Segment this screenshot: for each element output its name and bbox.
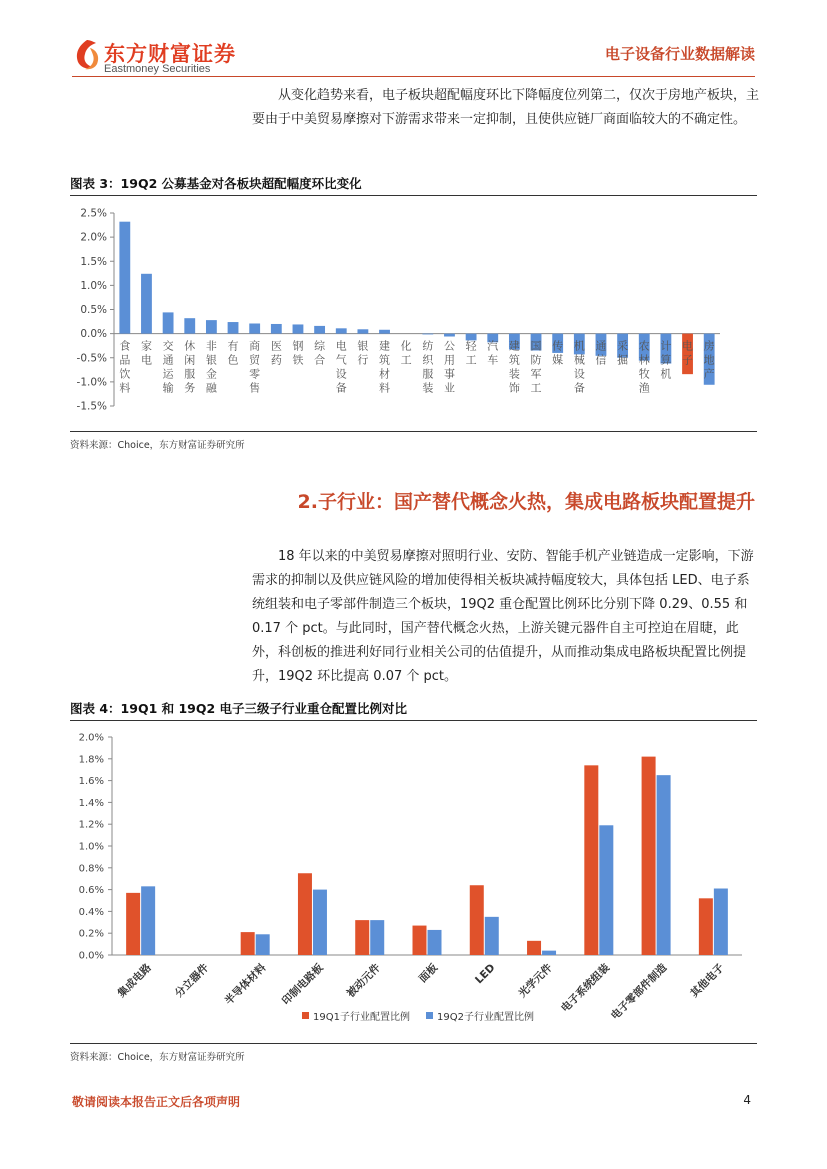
y-tick-label: -1.5%	[76, 400, 107, 413]
x-tick-label: LED	[473, 961, 498, 987]
figure-4-bottom-rule	[70, 1043, 757, 1044]
bar	[470, 885, 484, 955]
x-tick-label: 有色	[227, 339, 239, 367]
y-tick-label: 0.0%	[78, 950, 104, 962]
x-tick-label: 机械设备	[573, 339, 585, 395]
bar	[379, 330, 390, 334]
bar	[599, 825, 613, 955]
x-tick-label: 公用事业	[443, 339, 455, 395]
y-tick-label: 2.0%	[78, 732, 104, 744]
y-tick-label: 0.5%	[80, 304, 107, 316]
bar	[298, 873, 312, 955]
bar	[527, 941, 541, 955]
bar	[293, 324, 304, 333]
x-tick-label: 纺织服装	[422, 339, 434, 395]
report-header-title: 电子设备行业数据解读	[604, 45, 755, 63]
bar	[370, 920, 384, 955]
x-tick-label: 半导体材料	[222, 961, 269, 1008]
body-paragraph-2: 18 年以来的中美贸易摩擦对照明行业、安防、智能手机产业链造成一定影响，下游需求的抑制以及供应链风险的增加使得相关板块减持幅度较大，具体包括 LED、电子系统组装和电子零部件制造三个板块，19Q2 重仓配置比例环比分别下降 0.29、0.55 和 0.17 个 pct。与此同时，国产替代概念火热，上游关键元器件自主可控迫在眉睫，此外，科创板的推进利好同行业相关公司的估值提升，从而推动集成电路板块配置比例提升，19Q2 环比提高 0.07 个 pct。	[252, 549, 754, 684]
figure-4-source: 资料来源：Choice，东方财富证券研究所	[70, 1052, 245, 1063]
x-tick-label: 电子零部件制造	[608, 961, 670, 1023]
x-tick-label: 分立器件	[172, 961, 212, 1000]
bar	[163, 312, 174, 333]
bar	[584, 765, 598, 955]
x-tick-label: 国防军工	[530, 339, 542, 395]
x-tick-label: 电子系统组装	[558, 961, 613, 1015]
bar	[141, 886, 155, 955]
figure-3-top-rule	[70, 195, 757, 196]
y-tick-label: 0.4%	[78, 906, 104, 918]
x-tick-label: 医药	[270, 339, 282, 367]
x-tick-label: 交通运输	[162, 339, 174, 395]
section-title: 2.子行业：国产替代概念火热，集成电路板块配置提升	[297, 491, 755, 513]
body-paragraph-1: 从变化趋势来看，电子板块超配幅度环比下降幅度位列第二，仅次于房地产板块，主要由于中美贸易摩擦对下游需求带来一定抑制，且使供应链厂商面临较大的不确定性。	[252, 88, 760, 127]
bar	[357, 329, 368, 333]
x-tick-label: 被动元件	[344, 961, 383, 1000]
bar	[699, 898, 713, 955]
y-tick-label: 1.5%	[80, 255, 107, 268]
x-tick-label: 综合	[314, 339, 326, 367]
footer-disclaimer: 敬请阅读本报告正文后各项声明	[72, 1095, 241, 1109]
y-tick-label: 0.8%	[78, 863, 104, 875]
y-tick-label: 1.0%	[80, 279, 107, 292]
x-tick-label: 传媒	[552, 339, 564, 367]
logo-icon	[72, 38, 102, 72]
figure-3-chart	[70, 198, 760, 430]
legend-swatch-19q1	[302, 1012, 309, 1019]
y-tick-label: -1.0%	[76, 376, 107, 389]
x-tick-label: 电子	[682, 339, 694, 367]
x-tick-label: 化工	[400, 339, 412, 367]
x-tick-label: 计算机	[660, 339, 672, 381]
x-tick-label: 面板	[416, 961, 441, 986]
y-tick-label: 1.2%	[78, 819, 104, 831]
x-tick-label: 非银金融	[205, 339, 217, 395]
figure-3-bottom-rule	[70, 431, 757, 432]
logo-text-cn: 东方财富证券	[104, 42, 236, 66]
y-tick-label: 0.0%	[80, 328, 107, 341]
bar	[485, 917, 499, 955]
x-tick-label: 其他电子	[688, 961, 727, 1000]
bar	[119, 222, 130, 334]
bar	[657, 775, 671, 955]
bar	[241, 932, 255, 955]
x-tick-label: 钢铁	[292, 339, 304, 367]
x-tick-label: 建筑材料	[379, 339, 391, 395]
figure-3-source: 资料来源：Choice，东方财富证券研究所	[70, 440, 245, 451]
bar	[444, 334, 455, 337]
x-tick-label: 电气设备	[335, 339, 347, 395]
x-tick-label: 建筑装饰	[508, 339, 520, 395]
x-tick-label: 汽车	[487, 339, 499, 367]
legend-swatch-19q2	[426, 1012, 433, 1019]
y-tick-label: 2.5%	[80, 207, 107, 220]
page-number: 4	[743, 1093, 751, 1107]
bar	[271, 324, 282, 334]
legend-label-19q1: 19Q1子行业配置比例	[313, 1012, 410, 1023]
bar	[256, 934, 270, 955]
figure-3-title: 图表 3：19Q2 公募基金对各板块超配幅度环比变化	[70, 176, 362, 191]
x-tick-label: 房地产	[703, 339, 715, 381]
bar	[228, 322, 239, 334]
y-tick-label: -0.5%	[76, 352, 107, 365]
y-tick-label: 0.2%	[78, 928, 104, 940]
bar	[249, 323, 260, 333]
x-tick-label: 通信	[595, 339, 607, 367]
x-tick-label: 农林牧渔	[638, 339, 650, 395]
figure-4-chart	[70, 723, 760, 1043]
header-divider	[72, 76, 755, 77]
y-tick-label: 1.6%	[78, 776, 104, 788]
x-tick-label: 休闲服务	[184, 339, 196, 395]
logo-text-en: Eastmoney Securities	[104, 63, 211, 75]
bar	[428, 930, 442, 955]
bar	[336, 328, 347, 333]
y-tick-label: 1.8%	[78, 754, 104, 766]
bar	[422, 334, 433, 335]
y-tick-label: 1.0%	[78, 841, 104, 853]
bar	[313, 890, 327, 955]
x-tick-label: 印制电路板	[280, 961, 326, 1008]
x-tick-label: 商贸零售	[249, 339, 261, 395]
y-tick-label: 2.0%	[80, 231, 107, 244]
y-tick-label: 1.4%	[78, 797, 104, 809]
legend-label-19q2: 19Q2子行业配置比例	[437, 1012, 534, 1023]
x-tick-label: 家电	[140, 339, 152, 367]
bar	[642, 757, 656, 955]
x-tick-label: 采掘	[617, 339, 629, 367]
bar	[714, 889, 728, 955]
x-tick-label: 轻工	[465, 339, 477, 367]
bar	[413, 926, 427, 955]
figure-4-top-rule	[70, 720, 757, 721]
bar	[141, 274, 152, 334]
y-tick-label: 0.6%	[78, 885, 104, 897]
x-tick-label: 银行	[357, 339, 369, 367]
bar	[206, 320, 217, 334]
bar	[542, 951, 556, 955]
bar	[126, 893, 140, 955]
x-tick-label: 食品饮料	[119, 339, 131, 395]
x-tick-label: 光学元件	[516, 961, 555, 1000]
bar	[184, 318, 195, 333]
figure-4-title: 图表 4：19Q1 和 19Q2 电子三级子行业重仓配置比例对比	[70, 701, 408, 716]
bar	[314, 326, 325, 334]
x-tick-label: 集成电路	[115, 961, 154, 1000]
bar	[355, 920, 369, 955]
